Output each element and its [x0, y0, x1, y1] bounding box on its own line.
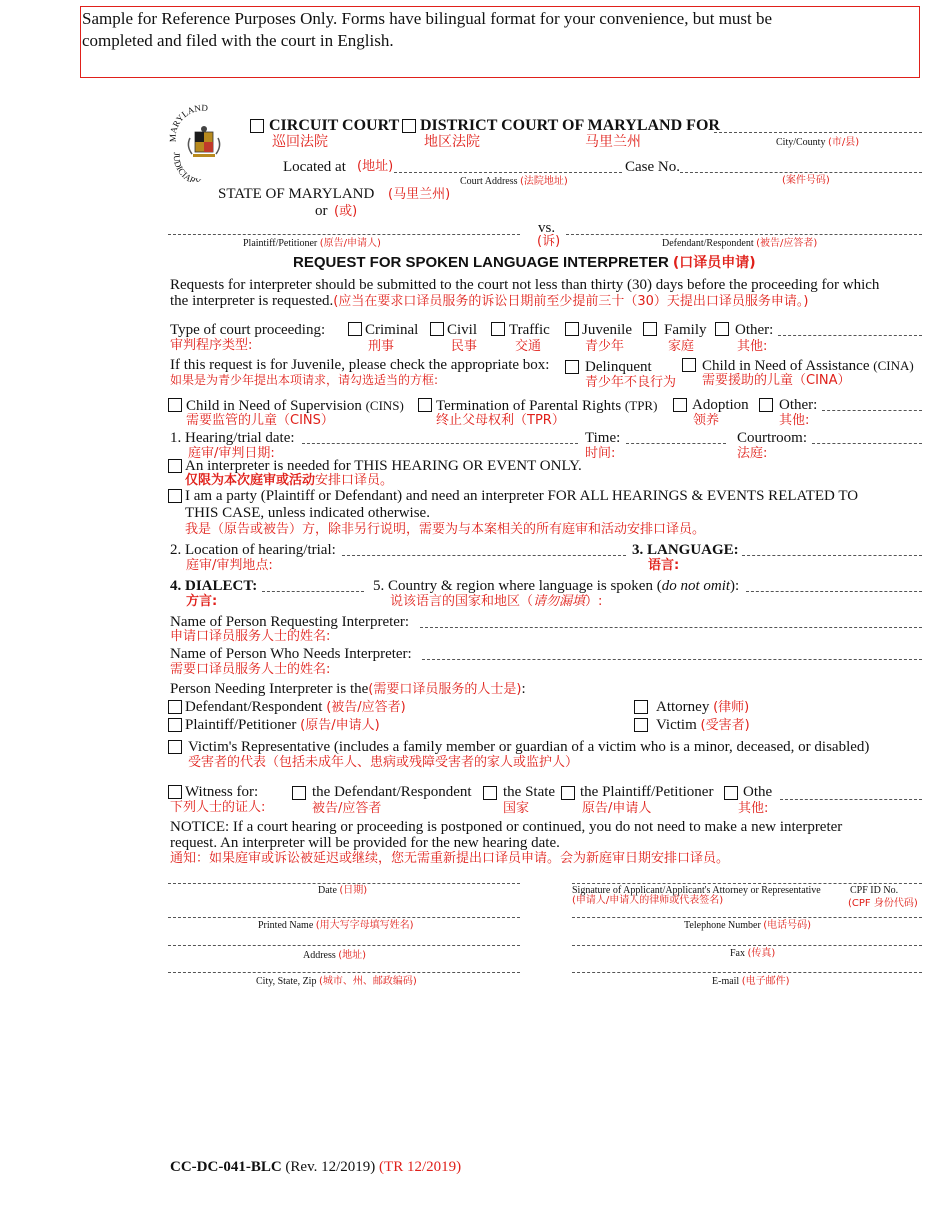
- person-plaintiff-checkbox[interactable]: [168, 718, 182, 732]
- email-field[interactable]: [572, 972, 922, 973]
- telephone-field[interactable]: [572, 917, 922, 918]
- country-region-field[interactable]: [746, 591, 922, 592]
- hearing-location-field[interactable]: [342, 555, 626, 556]
- hearing-date-field[interactable]: [302, 443, 578, 444]
- witness-plaintiff-checkbox[interactable]: [561, 786, 575, 800]
- other-proceeding-field[interactable]: [778, 335, 922, 336]
- plaintiff-field[interactable]: [168, 234, 520, 235]
- person-defendant-checkbox[interactable]: [168, 700, 182, 714]
- criminal-checkbox[interactable]: [348, 322, 362, 336]
- other-juvenile-checkbox[interactable]: [759, 398, 773, 412]
- svg-text:MARYLAND: MARYLAND: [168, 104, 209, 143]
- other-juvenile-field[interactable]: [822, 410, 922, 411]
- dialect-field[interactable]: [262, 591, 364, 592]
- traffic-checkbox[interactable]: [491, 322, 505, 336]
- cina-checkbox[interactable]: [682, 358, 696, 372]
- address-field[interactable]: [168, 945, 520, 946]
- family-checkbox[interactable]: [643, 322, 657, 336]
- requester-name-field[interactable]: [420, 627, 922, 628]
- other-proceeding-checkbox[interactable]: [715, 322, 729, 336]
- court-address-field[interactable]: [394, 172, 622, 173]
- witness-other-checkbox[interactable]: [724, 786, 738, 800]
- date-field[interactable]: [168, 883, 520, 884]
- delinquent-checkbox[interactable]: [565, 360, 579, 374]
- courtroom-field[interactable]: [812, 443, 922, 444]
- defendant-field[interactable]: [566, 234, 922, 235]
- witness-state-checkbox[interactable]: [483, 786, 497, 800]
- civil-checkbox[interactable]: [430, 322, 444, 336]
- form-footer: CC-DC-041-BLC (Rev. 12/2019) (TR 12/2019): [170, 1159, 462, 1175]
- this-hearing-only-checkbox[interactable]: [168, 459, 182, 473]
- city-county-field[interactable]: [714, 132, 922, 133]
- victim-representative-checkbox[interactable]: [168, 740, 182, 754]
- cins-checkbox[interactable]: [168, 398, 182, 412]
- person-attorney-checkbox[interactable]: [634, 700, 648, 714]
- person-victim-checkbox[interactable]: [634, 718, 648, 732]
- tpr-checkbox[interactable]: [418, 398, 432, 412]
- language-field[interactable]: [742, 555, 922, 556]
- district-court-checkbox[interactable]: [402, 119, 416, 133]
- svg-text:JUDICIARY: JUDICIARY: [171, 151, 202, 182]
- witness-checkbox[interactable]: [168, 785, 182, 799]
- district-court-label: DISTRICT COURT OF MARYLAND FOR: [420, 117, 720, 134]
- needs-name-field[interactable]: [422, 659, 922, 660]
- hearing-time-field[interactable]: [626, 443, 726, 444]
- adoption-checkbox[interactable]: [673, 398, 687, 412]
- circuit-court-checkbox[interactable]: [250, 119, 264, 133]
- fax-field[interactable]: [572, 945, 922, 946]
- form-title: REQUEST FOR SPOKEN LANGUAGE INTERPRETER (口译员申请): [293, 254, 756, 271]
- city-state-zip-field[interactable]: [168, 972, 520, 973]
- case-number-field[interactable]: [680, 172, 922, 173]
- sample-notice: Sample for Reference Purposes Only. Forms have bilingual format for your convenience, but must be completed and filed with the court in English.: [82, 9, 773, 50]
- circuit-court-label: CIRCUIT COURT: [269, 117, 400, 134]
- all-hearings-checkbox[interactable]: [168, 489, 182, 503]
- maryland-judiciary-seal: [168, 104, 238, 182]
- signature-field[interactable]: [572, 883, 922, 884]
- printed-name-field[interactable]: [168, 917, 520, 918]
- witness-other-field[interactable]: [780, 799, 922, 800]
- juvenile-checkbox[interactable]: [565, 322, 579, 336]
- witness-defendant-checkbox[interactable]: [292, 786, 306, 800]
